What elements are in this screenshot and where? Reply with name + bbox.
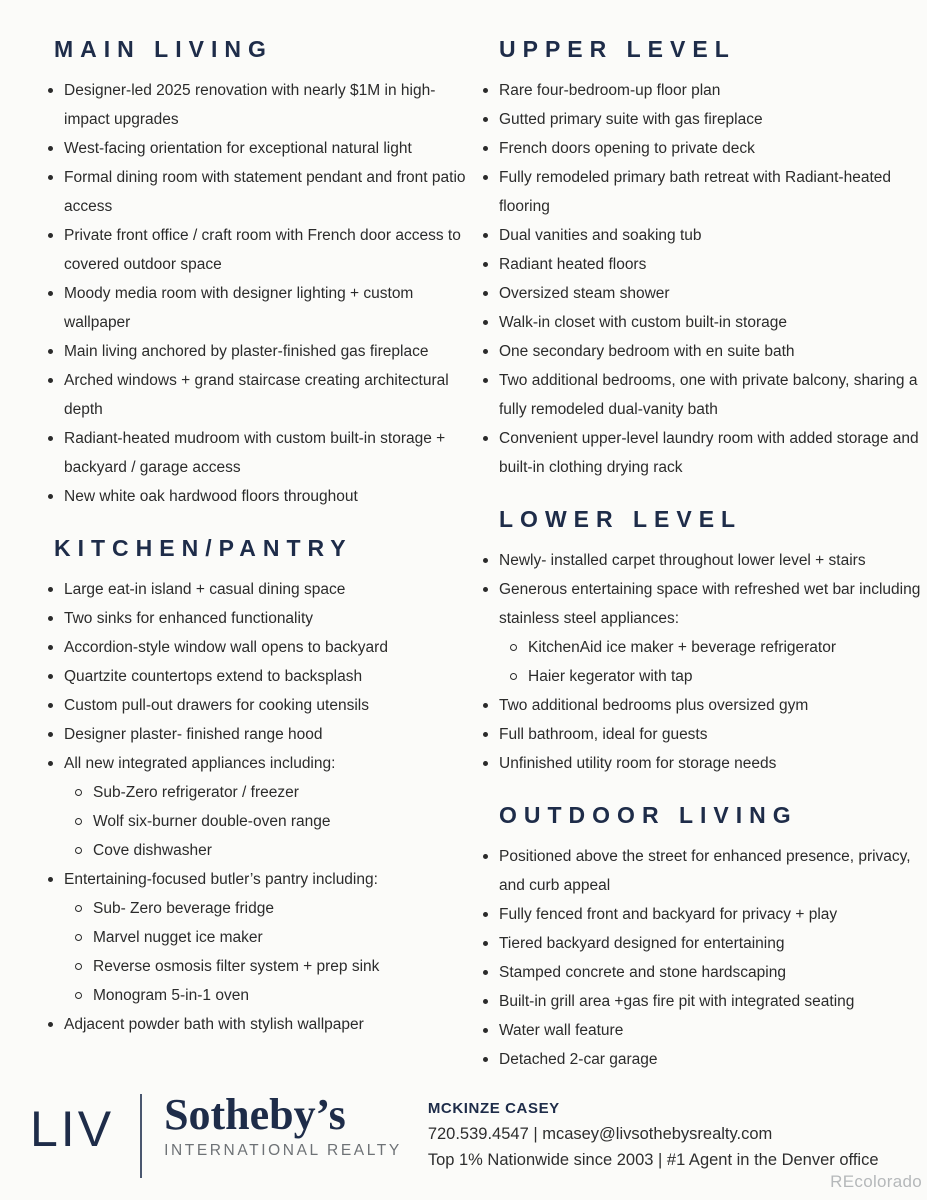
list-item xyxy=(42,720,468,749)
list-item-text: Positioned above the street for enhanced presence, privacy, and curb appeal xyxy=(499,848,911,894)
list-item-text: Walk-in closet with custom built-in storage xyxy=(499,314,787,331)
list-item xyxy=(477,134,921,163)
list-item-text: Designer plaster- finished range hood xyxy=(64,726,323,743)
sub-list-item: Haier kegerator with tap xyxy=(499,662,921,691)
list-item xyxy=(42,482,468,511)
list-item xyxy=(477,958,921,987)
section-main-living xyxy=(42,36,468,511)
list-item-text: Radiant heated floors xyxy=(499,256,647,273)
list-item xyxy=(477,575,921,691)
list-item-text: Private front office / craft room with French door access to covered outdoor space xyxy=(64,227,461,273)
list-item-text: Convenient upper-level laundry room with added storage and built-in clothing drying rack xyxy=(499,430,919,476)
section-title-main-living: MAIN LIVING xyxy=(54,36,273,62)
agent-info xyxy=(428,1090,879,1173)
list-item-text: Full bathroom, ideal for guests xyxy=(499,726,708,743)
upper-level-list xyxy=(477,76,921,482)
list-item xyxy=(42,662,468,691)
sub-list xyxy=(64,894,468,1010)
list-item xyxy=(477,720,921,749)
liv-wordmark: LIV xyxy=(30,1101,115,1157)
list-item xyxy=(42,279,468,337)
list-item xyxy=(477,929,921,958)
list-item xyxy=(42,366,468,424)
sub-list-item: KitchenAid ice maker + beverage refrigerator xyxy=(499,633,921,662)
list-item-text: West-facing orientation for exceptional natural light xyxy=(64,140,412,157)
list-item xyxy=(42,604,468,633)
kitchen-pantry-list xyxy=(42,575,468,1039)
section-title-outdoor-living: OUTDOOR LIVING xyxy=(499,802,798,828)
sothebys-wordmark-block xyxy=(164,1090,402,1160)
international-realty-label: INTERNATIONAL REALTY xyxy=(164,1141,402,1159)
list-item-text: Radiant-heated mudroom with custom built-in storage + backyard / garage access xyxy=(64,430,446,476)
list-item xyxy=(477,1045,921,1074)
sub-list-item: Wolf six-burner double-oven range xyxy=(64,807,468,836)
list-item-text: Quartzite countertops extend to backsplash xyxy=(64,668,363,685)
section-title-lower-level: LOWER LEVEL xyxy=(499,506,743,532)
sub-list-item: Reverse osmosis filter system + prep sink xyxy=(64,952,468,981)
sub-list-item: Monogram 5-in-1 oven xyxy=(64,981,468,1010)
list-item-text: Accordion-style window wall opens to backyard xyxy=(64,639,388,656)
section-kitchen-pantry xyxy=(42,535,468,1039)
list-item xyxy=(477,842,921,900)
list-item xyxy=(477,221,921,250)
list-item xyxy=(477,424,921,482)
list-item-text: French doors opening to private deck xyxy=(499,140,755,157)
list-item xyxy=(42,691,468,720)
left-column xyxy=(42,36,468,1039)
sub-list-item: Sub- Zero beverage fridge xyxy=(64,894,468,923)
list-item xyxy=(477,76,921,105)
sub-list-item: Marvel nugget ice maker xyxy=(64,923,468,952)
list-item xyxy=(42,865,468,1010)
list-item xyxy=(477,691,921,720)
list-item xyxy=(477,250,921,279)
sub-list-item: Sub-Zero refrigerator / freezer xyxy=(64,778,468,807)
right-column xyxy=(477,36,921,1074)
list-item xyxy=(42,424,468,482)
list-item-text: Dual vanities and soaking tub xyxy=(499,227,702,244)
list-item-text: Two additional bedrooms plus oversized gym xyxy=(499,697,809,714)
list-item-text: Formal dining room with statement pendant and front patio access xyxy=(64,169,466,215)
list-item xyxy=(42,134,468,163)
list-item-text: New white oak hardwood floors throughout xyxy=(64,488,358,505)
list-item-text: Generous entertaining space with refreshed wet bar including stainless steel appliances: xyxy=(499,581,921,627)
list-item-text: Fully fenced front and backyard for privacy + play xyxy=(499,906,838,923)
list-item-text: Main living anchored by plaster-finished gas fireplace xyxy=(64,343,429,360)
list-item xyxy=(477,105,921,134)
list-item xyxy=(42,633,468,662)
list-item xyxy=(477,366,921,424)
agent-tagline: Top 1% Nationwide since 2003 | #1 Agent in the Denver office xyxy=(427,1151,879,1169)
list-item-text: Newly- installed carpet throughout lower level + stairs xyxy=(499,552,866,569)
list-item xyxy=(42,1010,468,1039)
list-item-text: Arched windows + grand staircase creating architectural depth xyxy=(64,372,449,418)
list-item xyxy=(477,308,921,337)
list-item-text: Built-in grill area +gas fire pit with integrated seating xyxy=(499,993,855,1010)
list-item-text: Gutted primary suite with gas fireplace xyxy=(499,111,763,128)
list-item xyxy=(477,163,921,221)
recolorado-watermark: REcolorado xyxy=(830,1172,922,1191)
list-item-text: Designer-led 2025 renovation with nearly $1M in high-impact upgrades xyxy=(64,82,436,128)
list-item-text: Unfinished utility room for storage needs xyxy=(499,755,777,772)
sub-list xyxy=(499,633,921,691)
list-item-text: Custom pull-out drawers for cooking utensils xyxy=(64,697,369,714)
list-item-text: Adjacent powder bath with stylish wallpaper xyxy=(64,1016,364,1033)
liv-sothebys-logo xyxy=(30,1090,402,1178)
list-item-text: Moody media room with designer lighting + custom wallpaper xyxy=(64,285,414,331)
list-item-text: Two additional bedrooms, one with private balcony, sharing a fully remodeled dual-vanity bath xyxy=(499,372,918,418)
list-item-text: Two sinks for enhanced functionality xyxy=(64,610,313,627)
agent-name: MCKINZE CASEY xyxy=(427,1100,560,1117)
list-item-text: Entertaining-focused butler’s pantry including: xyxy=(64,871,378,888)
section-outdoor-living xyxy=(477,802,921,1074)
list-item-text: Large eat-in island + casual dining space xyxy=(64,581,346,598)
list-item xyxy=(42,221,468,279)
list-item-text: Fully remodeled primary bath retreat with Radiant-heated flooring xyxy=(499,169,891,215)
section-title-upper-level: UPPER LEVEL xyxy=(499,36,736,62)
list-item-text: One secondary bedroom with en suite bath xyxy=(499,343,795,360)
list-item xyxy=(42,337,468,366)
main-living-list xyxy=(42,76,468,511)
section-lower-level xyxy=(477,506,921,778)
list-item xyxy=(477,900,921,929)
sub-list-item: Cove dishwasher xyxy=(64,836,468,865)
list-item-text: Rare four-bedroom-up floor plan xyxy=(499,82,721,99)
list-item xyxy=(42,575,468,604)
list-item-text: Stamped concrete and stone hardscaping xyxy=(499,964,786,981)
section-upper-level xyxy=(477,36,921,482)
list-item xyxy=(42,749,468,865)
list-item xyxy=(477,546,921,575)
list-item-text: All new integrated appliances including: xyxy=(64,755,336,772)
logo-divider xyxy=(140,1094,142,1178)
list-item-text: Tiered backyard designed for entertaining xyxy=(499,935,785,952)
list-item-text: Water wall feature xyxy=(499,1022,624,1039)
section-title-kitchen-pantry: KITCHEN/PANTRY xyxy=(54,535,353,561)
lower-level-list xyxy=(477,546,921,778)
list-item xyxy=(42,163,468,221)
list-item xyxy=(477,279,921,308)
list-item-text: Detached 2-car garage xyxy=(499,1051,658,1068)
list-item xyxy=(477,337,921,366)
list-item xyxy=(477,987,921,1016)
agent-contact: 720.539.4547 | mcasey@livsothebysrealty.com xyxy=(427,1125,773,1143)
sothebys-wordmark: Sotheby’s xyxy=(164,1090,346,1139)
outdoor-living-list xyxy=(477,842,921,1074)
list-item xyxy=(477,749,921,778)
sub-list xyxy=(64,778,468,865)
list-item-text: Oversized steam shower xyxy=(499,285,670,302)
list-item xyxy=(42,76,468,134)
list-item xyxy=(477,1016,921,1045)
footer xyxy=(30,1090,927,1178)
